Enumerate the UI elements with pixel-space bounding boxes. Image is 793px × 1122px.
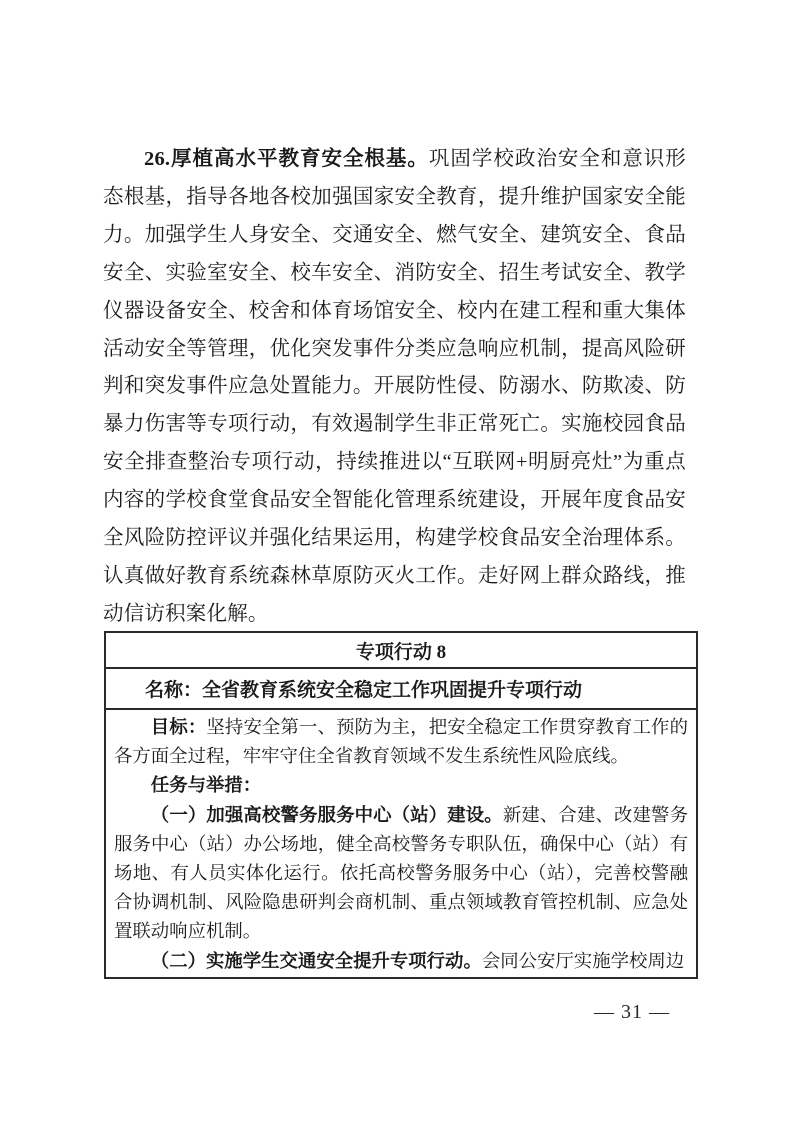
table-title-row bbox=[106, 633, 696, 669]
table-task-1-lead: （一）加强高校警务服务中心（站）建设。 bbox=[150, 804, 503, 825]
table-tasks-label-paragraph bbox=[114, 771, 688, 800]
table-goal-label: 目标： bbox=[150, 717, 207, 737]
table-task-2-text: 会同公安厅实施学校周边 bbox=[481, 950, 685, 971]
table-task-2-lead: （二）实施学生交通安全提升专项行动。 bbox=[150, 950, 482, 971]
page-number: — 31 — bbox=[594, 1001, 670, 1023]
table-goal-text: 坚持安全第一、预防为主，把安全稳定工作贯穿教育工作的各方面全过程，牢牢守住全省教育领域不发生系统性风险底线。 bbox=[114, 717, 688, 767]
table-goal-paragraph bbox=[114, 713, 688, 771]
table-content-row bbox=[106, 710, 696, 978]
paragraph-item-26-body: 巩固学校政治安全和意识形态根基，指导各地各校加强国家安全教育，提升维护国家安全能力。加强学生人身安全、交通安全、燃气安全、建筑安全、食品安全、实验室安全、校车安全、消防安全、招生考试安全、教学仪器设备安全、校舍和体育场馆安全、校内在建工程和重大集体活动安全等管理，优化突发事件分类应急响应机制，提高风险研判和突发事件应急处置能力。开展防性侵、防溺水、防欺凌、防暴力伤害等专项行动，有效遏制学生非正常死亡。实施校园食品安全排查整治专项行动，持续推进以“互联网+明厨亮灶”为重点内容的学校食堂食品安全智能化管理系统建设，开展年度食品安全风险防控评议并强化结果运用，构建学校食品安全治理体系。认真做好教育系统森林草原防灭火工作。走好网上群众路线，推动信访积案化解。 bbox=[103, 148, 686, 625]
table-name-text: 名称：全省教育系统安全稳定工作巩固提升专项行动 bbox=[145, 680, 583, 701]
table-tasks-label: 任务与举措： bbox=[150, 775, 262, 796]
table-title: 专项行动 8 bbox=[355, 641, 447, 663]
table-task-2-paragraph bbox=[114, 947, 688, 976]
paragraph-item-26-lead: 26.厚植高水平教育安全根基。 bbox=[144, 148, 429, 170]
table-name-row bbox=[106, 669, 696, 710]
table-task-1-paragraph bbox=[114, 801, 688, 947]
special-action-8-table bbox=[104, 631, 698, 979]
paragraph-item-26 bbox=[103, 141, 686, 634]
table-task-1-text: 新建、合建、改建警务服务中心（站）办公场地，健全高校警务专职队伍，确保中心（站）有场地、有人员实体化运行。依托高校警务服务中心（站），完善校警融合协调机制、风险隐患研判会商机制、重点领域教育管控机制、应急处置联动响应机制。 bbox=[114, 804, 688, 942]
